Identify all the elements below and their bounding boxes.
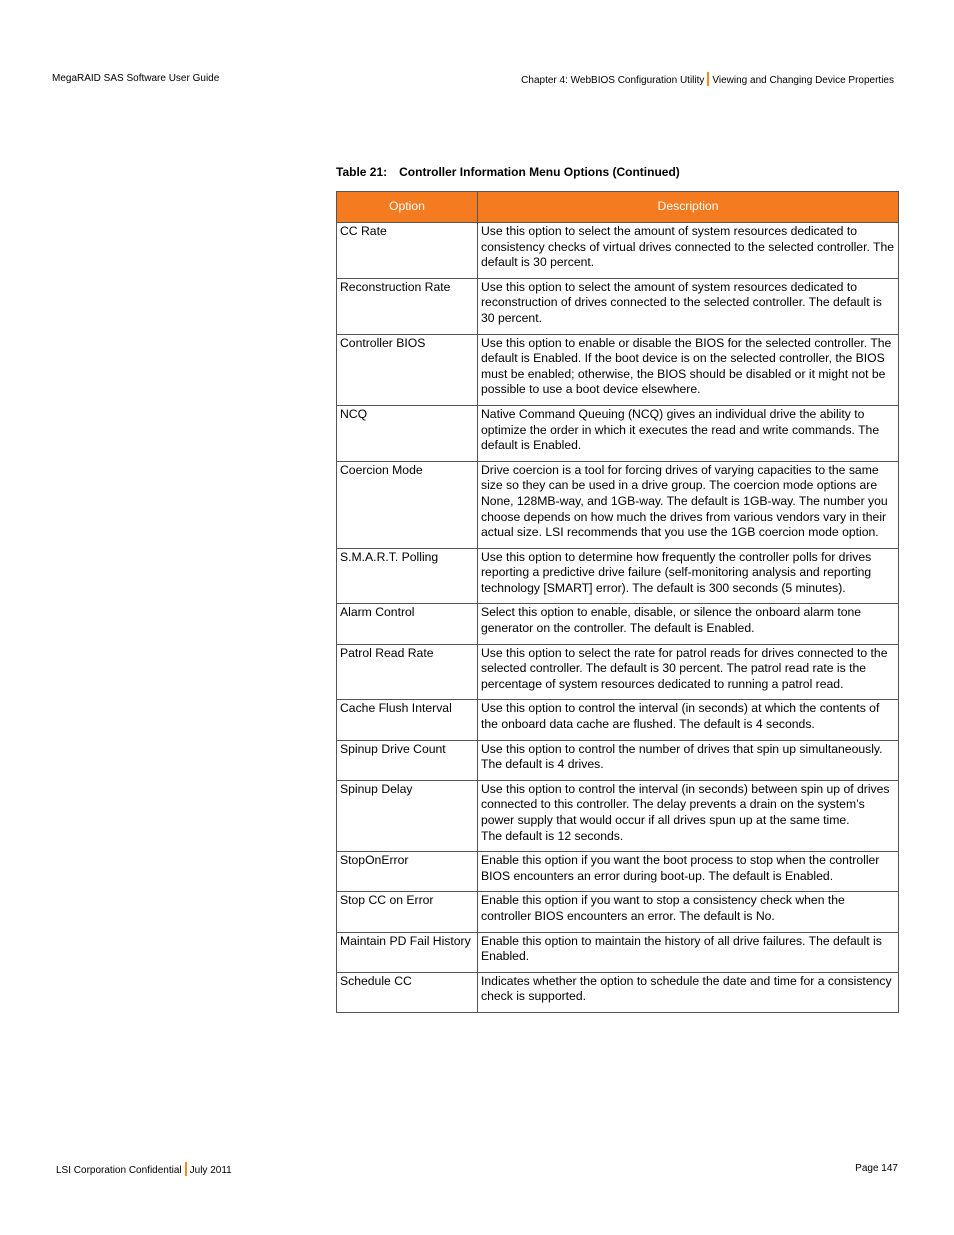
page-number: Page 147 xyxy=(855,1163,898,1174)
table-row xyxy=(337,932,899,972)
option-cell: Controller BIOS xyxy=(337,334,478,405)
table-row xyxy=(337,278,899,334)
option-cell: S.M.A.R.T. Polling xyxy=(337,548,478,604)
separator-bar xyxy=(185,1162,187,1176)
table-caption xyxy=(336,164,680,180)
table-row xyxy=(337,604,899,644)
table-row xyxy=(337,892,899,932)
description-cell: Use this option to enable or disable the BIOS for the selected controller. The default is Enabled. If the boot device is on the selected controller, the BIOS must be enabled; otherwise, the BIOS should be disabled or it might not be possible to use a boot device elsewhere. xyxy=(478,334,899,405)
description-cell: Use this option to control the interval (in seconds) at which the contents of the onboard data cache are flushed. The default is 4 seconds. xyxy=(478,700,899,740)
option-cell: Spinup Delay xyxy=(337,780,478,851)
option-cell: Reconstruction Rate xyxy=(337,278,478,334)
running-header-chapter xyxy=(521,72,894,88)
description-default-text: The default is 12 seconds. xyxy=(481,828,624,843)
option-cell: StopOnError xyxy=(337,852,478,892)
footer-date: July 2011 xyxy=(189,1165,232,1176)
table-row xyxy=(337,972,899,1012)
table-number: Table 21: xyxy=(336,165,388,179)
option-cell: Schedule CC xyxy=(337,972,478,1012)
option-column-header: Option xyxy=(337,192,478,223)
table-row xyxy=(337,461,899,548)
description-cell: Enable this option if you want to stop a consistency check when the controller BIOS encounters an error. The default is No. xyxy=(478,892,899,932)
footer-company: LSI Corporation Confidential xyxy=(56,1165,182,1176)
separator-bar xyxy=(707,72,709,86)
description-cell: Indicates whether the option to schedule the date and time for a consistency check is supported. xyxy=(478,972,899,1012)
chapter-title: Chapter 4: WebBIOS Configuration Utility xyxy=(521,75,705,86)
option-cell: Coercion Mode xyxy=(337,461,478,548)
table-row xyxy=(337,740,899,780)
controller-options-table xyxy=(336,191,899,1013)
description-text: Use this option to control the interval (in seconds) between spin up of drives connected to this controller. The delay prevents a drain on the system’s power supply that would occur if all drives spun up at the same time. xyxy=(481,781,890,827)
option-cell: CC Rate xyxy=(337,223,478,279)
option-cell: NCQ xyxy=(337,405,478,461)
description-cell: Enable this option if you want the boot process to stop when the controller BIOS encounters an error during boot-up. The default is Enabled. xyxy=(478,852,899,892)
table-header-row xyxy=(337,192,899,223)
description-cell: Use this option to control the number of drives that spin up simultaneously. The default is 4 drives. xyxy=(478,740,899,780)
section-title: Viewing and Changing Device Properties xyxy=(712,75,894,86)
option-cell: Maintain PD Fail History xyxy=(337,932,478,972)
description-cell: Drive coercion is a tool for forcing drives of varying capacities to the same size so they can be used in a drive group. The coercion mode options are None, 128MB-way, and 1GB-way. The default is 1GB-way. The number you choose depends on how much the drives from various vendors vary in their actual size. LSI recommends that you use the 1GB coercion mode option. xyxy=(478,461,899,548)
table-row xyxy=(337,405,899,461)
table-row xyxy=(337,644,899,700)
table-row xyxy=(337,780,899,851)
description-column-header: Description xyxy=(478,192,899,223)
table-row xyxy=(337,223,899,279)
table-row xyxy=(337,334,899,405)
description-cell xyxy=(478,780,899,851)
option-cell: Alarm Control xyxy=(337,604,478,644)
description-cell: Enable this option to maintain the history of all drive failures. The default is Enabled. xyxy=(478,932,899,972)
option-cell: Patrol Read Rate xyxy=(337,644,478,700)
description-cell: Use this option to select the rate for patrol reads for drives connected to the selected controller. The default is 30 percent. The patrol read rate is the percentage of system resources dedicated to running a patrol read. xyxy=(478,644,899,700)
description-cell: Use this option to select the amount of system resources dedicated to reconstruction of drives connected to the selected controller. The default is 30 percent. xyxy=(478,278,899,334)
description-cell: Use this option to select the amount of system resources dedicated to consistency checks of virtual drives connected to the selected controller. The default is 30 percent. xyxy=(478,223,899,279)
running-header-title: MegaRAID SAS Software User Guide xyxy=(52,73,220,84)
description-cell: Use this option to determine how frequently the controller polls for drives reporting a predictive drive failure (self-monitoring analysis and reporting technology [SMART] error). The default is 300 seconds (5 minutes). xyxy=(478,548,899,604)
option-cell: Stop CC on Error xyxy=(337,892,478,932)
description-cell: Select this option to enable, disable, or silence the onboard alarm tone generator on the controller. The default is Enabled. xyxy=(478,604,899,644)
option-cell: Cache Flush Interval xyxy=(337,700,478,740)
table-row xyxy=(337,852,899,892)
description-cell: Native Command Queuing (NCQ) gives an individual drive the ability to optimize the order in which it executes the read and write commands. The default is Enabled. xyxy=(478,405,899,461)
table-row xyxy=(337,548,899,604)
footer-confidential xyxy=(56,1162,232,1178)
option-cell: Spinup Drive Count xyxy=(337,740,478,780)
table-title: Controller Information Menu Options (Continued) xyxy=(399,165,680,179)
table-row xyxy=(337,700,899,740)
